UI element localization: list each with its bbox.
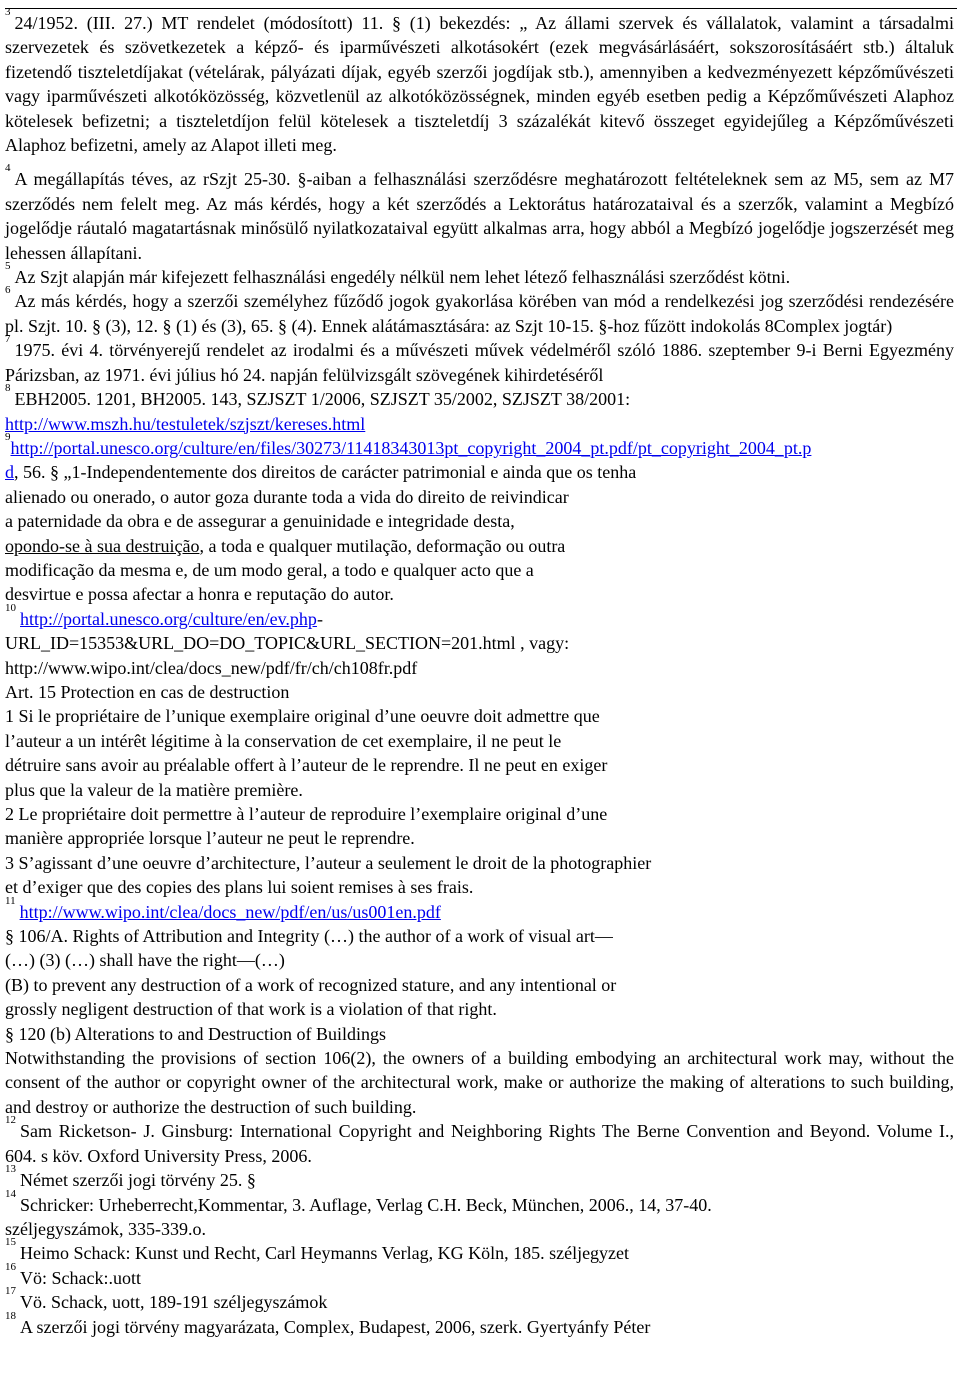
footnote-10-line: l’auteur a un intérêt légitime à la conservation de cet exemplaire, il ne peut le	[5, 730, 562, 751]
footnote-10-line: http://www.wipo.int/clea/docs_new/pdf/fr/ch/ch108fr.pdf	[5, 657, 418, 678]
footnote-number: 6	[5, 284, 11, 297]
footnote-number: 3	[5, 6, 11, 18]
footnote-5	[5, 260, 954, 289]
footnote-number: 12	[5, 1114, 16, 1127]
footnote-number: 4	[5, 162, 11, 175]
footnote-11	[5, 894, 954, 924]
footnote-number: 11	[5, 894, 16, 907]
footnote-11-line: § 106/A. Rights of Attribution and Integrity (…) the author of a work of visual art—	[5, 926, 613, 947]
footnote-10-line: manière appropriée lorsque l’auteur ne peut le reprendre.	[5, 828, 415, 849]
footnote-10-line: 2 Le propriétaire doit permettre à l’auteur de reproduire l’exemplaire original d’une	[5, 804, 608, 824]
footnote-9	[5, 430, 954, 460]
footnote-4	[5, 162, 954, 265]
footnote-number: 18	[5, 1309, 16, 1322]
footnote-11-line: (…) (3) (…) shall have the right—(…)	[5, 950, 285, 971]
footnote-text: Vö: Schack:.uott	[20, 1267, 141, 1288]
footnote-text: EBH2005. 1201, BH2005. 143, SZJSZT 1/2006, SZJSZT 35/2002, SZJSZT 38/2001:	[14, 389, 631, 410]
footnote-number: 8	[5, 382, 11, 395]
footnote-text: Német szerzői jogi törvény 25. §	[20, 1170, 256, 1191]
footnote-11-line: grossly negligent destruction of that work is a violation of that right.	[5, 999, 497, 1020]
footnote-number: 14	[5, 1187, 16, 1200]
footnote-number: 16	[5, 1260, 16, 1273]
mszh-link[interactable]: http://www.mszh.hu/testuletek/szjszt/kereses.html	[5, 413, 366, 434]
footnote-text: Vö. Schack, uott, 189-191 széljegyszámok	[20, 1292, 328, 1313]
footnote-text: 24/1952. (III. 27.) MT rendelet (módosított) 11. § (1) bekezdés: „ Az állami szervek és vállalatok, valamint a társadalmi szervezetek és szövetkezetek a képző- és iparművészeti alkotásokért (ezek megvásárlásáért, sokszorosításáért stb.) általuk fizetendő tiszteletdíjakat (vételárak, pályázati díjak, egyéb szerzői jogdíjak stb.), amennyiben a kedvezményezett képzőművészeti vagy iparművészeti alkotóközösség, közvetlenül az alkotóközösségnek, minden egyéb esetben pedig a Képzőművészeti Alaphoz kötelesek befizetni; a tiszteletdíjon felül kötelesek a tiszteletdíj 3 százalékát kitevő összeget egyidejűleg a Képzőművészeti Alaphoz befizetni, amely az Alapot illeti meg.	[5, 13, 954, 156]
footnote-11-paragraph: Notwithstanding the provisions of section 106(2), the owners of a building embodying an architectural work may, without the consent of the author or copyright owner of the architectural work, make or authorize the making of alterations to such building, and destroy or authorize the destruction of such building.	[5, 1048, 954, 1117]
footnote-18	[5, 1309, 954, 1339]
footnote-text: A megállapítás téves, az rSzjt 25-30. §-aiban a felhasználási szerződésre meghatározott feltételeknek sem az M5, sem az M7 szerződés nem felelt meg. Az más kérdés, hogy a két szerződés a Lektorátus határozataival és a szerzők, valamint a Megbízó jogelődje ráutaló magatartásnak minősülő nyilatkozataival együtt alkalmas arra, hogy abból a Megbízó jogelődje jogszerzését meg lehessen állapítani.	[5, 169, 954, 263]
unesco-ev-link[interactable]: http://portal.unesco.org/culture/en/ev.php	[20, 608, 317, 629]
underlined-phrase: opondo-se à sua destruição	[5, 535, 200, 556]
footnote-11-line: § 120 (b) Alterations to and Destruction of Buildings	[5, 1023, 386, 1044]
footnote-text: Az más kérdés, hogy a szerzői személyhez fűződő jogok gyakorlása körében van mód a rendelkezési jog szerződési rendezésére pl. Szjt. 10. § (3), 12. § (1) és (3), 65. § (4). Ennek alátámasztására: az Szjt 10-15. §-hoz fűzött indokolás 8Complex jogtár)	[5, 291, 954, 336]
footnote-10: $^{10}$http://portal.unesco.org/culture/en/ev.php-	[5, 601, 323, 629]
footnote-text: Heimo Schack: Kunst und Recht, Carl Heymanns Verlag, KG Köln, 185. széljegyzet	[20, 1243, 630, 1264]
footnote-text: Sam Ricketson- J. Ginsburg: International Copyright and Neighboring Rights The Berne Convention and Beyond. Volume I., 604. s köv. Oxford University Press, 2006.	[5, 1121, 954, 1166]
footnote-10-line: URL_ID=15353&URL_DO=DO_TOPIC&URL_SECTION=201.html , vagy:	[5, 633, 570, 654]
footnote-10-line: 1 Si le propriétaire de l’unique exemplaire original d’une oeuvre doit admettre que	[5, 706, 600, 727]
footnote-7	[5, 333, 954, 387]
quote-line: a paternidade da obra e de assegurar a genuinidade e integridade desta,	[5, 511, 515, 532]
footnote-10-line: 3 S’agissant d’une oeuvre d’architecture, l’auteur a seulement le droit de la photographier	[5, 852, 652, 873]
footnote-text: Schricker: Urheberrecht,Kommentar, 3. Auflage, Verlag C.H. Beck, München, 2006., 14, 37-40.	[20, 1194, 712, 1215]
wipo-us-link[interactable]: http://www.wipo.int/clea/docs_new/pdf/en/us/us001en.pdf	[19, 901, 441, 922]
footnote-number: 5	[5, 260, 11, 273]
footnote-number: 17	[5, 1285, 16, 1298]
footnote-16	[5, 1260, 954, 1290]
footnote-3	[5, 6, 954, 157]
footnote-15	[5, 1236, 954, 1265]
footnote-13	[5, 1163, 954, 1192]
footnote-14	[5, 1187, 954, 1217]
quote-line: desvirtue e possa afectar a honra e reputação do autor.	[5, 584, 394, 605]
quote-line: modificação da mesma e, de um modo geral, a todo e qualquer acto que a	[5, 559, 534, 580]
footnote-number: 13	[5, 1163, 16, 1176]
unesco-pt-link-continued[interactable]: d	[5, 462, 14, 483]
footnote-14-line: széljegyszámok, 335-339.o.	[5, 1218, 206, 1239]
footnote-9-line	[5, 460, 954, 484]
footnote-text: 1975. évi 4. törvényerejű rendelet az irodalmi és a művészeti művek védelméről szóló 1886. szeptember 9-i Berni Egyezmény Párizsban, az 1971. évi július hó 24. napján felülvizsgált szövegének kihirdetéséről	[5, 340, 954, 385]
footnote-10-line: détruire sans avoir au préalable offert à l’auteur de le reprendre. Il ne peut en exiger	[5, 755, 608, 776]
footnote-17	[5, 1285, 954, 1314]
footnote-11-line: (B) to prevent any destruction of a work of recognized stature, and any intentional or	[5, 974, 617, 995]
footnote-text: A szerzői jogi törvény magyarázata, Complex, Budapest, 2006, szerk. Gyertyánfy Péter	[20, 1316, 651, 1337]
unesco-pt-link[interactable]: http://portal.unesco.org/culture/en/files/30273/11418343013pt_copyright_2004_pt.pdf/pt_copyright_2004_pt.p	[10, 437, 812, 458]
footnote-8	[5, 382, 954, 411]
footnote-12	[5, 1114, 954, 1168]
footnote-number: 10	[5, 601, 16, 614]
footnote-text: Az Szjt alapján már kifejezett felhasználási engedély nélkül nem lehet létező felhasználási szerződést kötni.	[14, 267, 791, 288]
quote-line: opondo-se à sua destruição, a toda e qualquer mutilação, deformação ou outra	[5, 535, 566, 556]
footnote-text: , 56. § „1-Independentemente dos direitos de carácter patrimonial e ainda que os tenha	[14, 462, 637, 483]
footnote-6	[5, 284, 954, 338]
footnote-number: 15	[5, 1236, 16, 1249]
footnote-10-line: et d’exiger que des copies des plans lui soient remises à ses frais.	[5, 877, 474, 898]
footnote-number: 9	[5, 430, 11, 443]
footnote-10-line: plus que la valeur de la matière première.	[5, 779, 303, 800]
footnote-number: 7	[5, 333, 11, 346]
quote-line: alienado ou onerado, o autor goza durante toda a vida do direito de reivindicar	[5, 486, 569, 507]
footnote-10-line: Art. 15 Protection en cas de destruction	[5, 681, 290, 702]
footnote-separator	[5, 8, 957, 9]
footnote-8-link-line	[5, 412, 954, 436]
